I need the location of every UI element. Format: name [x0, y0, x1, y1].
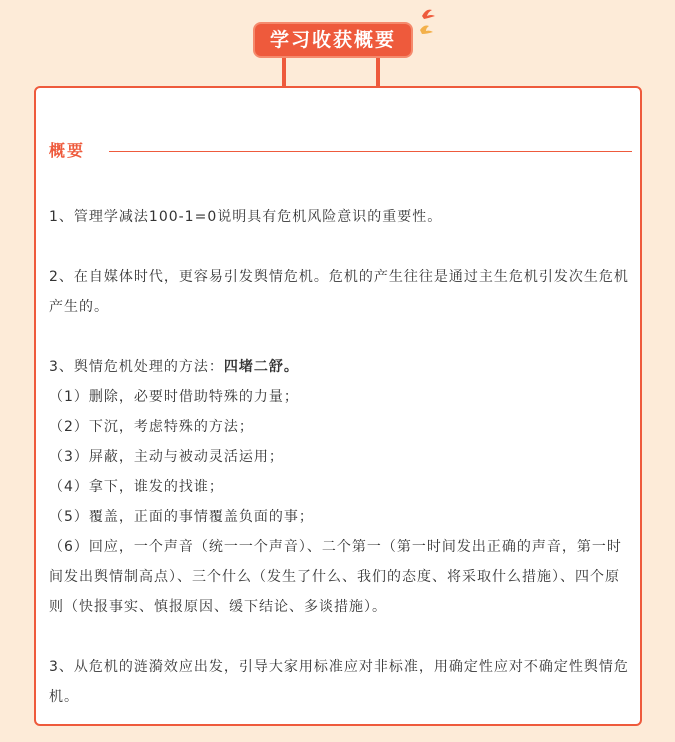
paragraph-3-lead [49, 352, 634, 382]
summary-content [49, 202, 634, 742]
paragraph-4 [49, 652, 634, 712]
method-item-4: （4）拿下，谁发的找谁； [49, 479, 224, 495]
method-item-1: （1）删除，必要时借助特殊的力量； [49, 389, 299, 405]
method-item-6: （6）回应，一个声音（统一一个声音）、二个第一（第一时间发出正确的声音，第一时间发出舆情制高点）、三个什么（发生了什么、我们的态度、将采取什么措施）、四个原则（快报事实、慎报原因、缓下结论、多谈措施）。 [49, 539, 622, 615]
paragraph-1 [49, 202, 634, 232]
paragraph-2 [49, 262, 634, 322]
bird-decoration-icon [418, 6, 438, 40]
section-divider [109, 151, 632, 152]
method-item-5: （5）覆盖，正面的事情覆盖负面的事； [49, 509, 314, 525]
paragraph-3-lead-text: 3、舆情危机处理的方法： [49, 359, 224, 375]
paragraph-3 [49, 352, 634, 622]
section-title: 概要 [49, 141, 86, 160]
paragraph-3-bold-text: 四堵二舒。 [223, 359, 299, 375]
summary-card [34, 86, 642, 726]
paragraph-2-text: 2、在自媒体时代，更容易引发舆情危机。危机的产生往往是通过主生危机引发次生危机产生的。 [49, 269, 629, 315]
banner-support-right [376, 56, 380, 88]
paragraph-1-text: 1、管理学减法100-1=0说明具有危机风险意识的重要性。 [49, 209, 443, 225]
method-item-2: （2）下沉，考虑特殊的方法； [49, 419, 254, 435]
page-title: 学习收获概要 [253, 22, 413, 58]
method-item-3: （3）屏蔽，主动与被动灵活运用； [49, 449, 284, 465]
banner-support-left [282, 56, 286, 88]
header-banner [0, 0, 675, 90]
section-header [49, 140, 632, 164]
paragraph-4-text: 3、从危机的涟漪效应出发，引导大家用标准应对非标准，用确定性应对不确定性舆情危机。 [49, 659, 629, 705]
